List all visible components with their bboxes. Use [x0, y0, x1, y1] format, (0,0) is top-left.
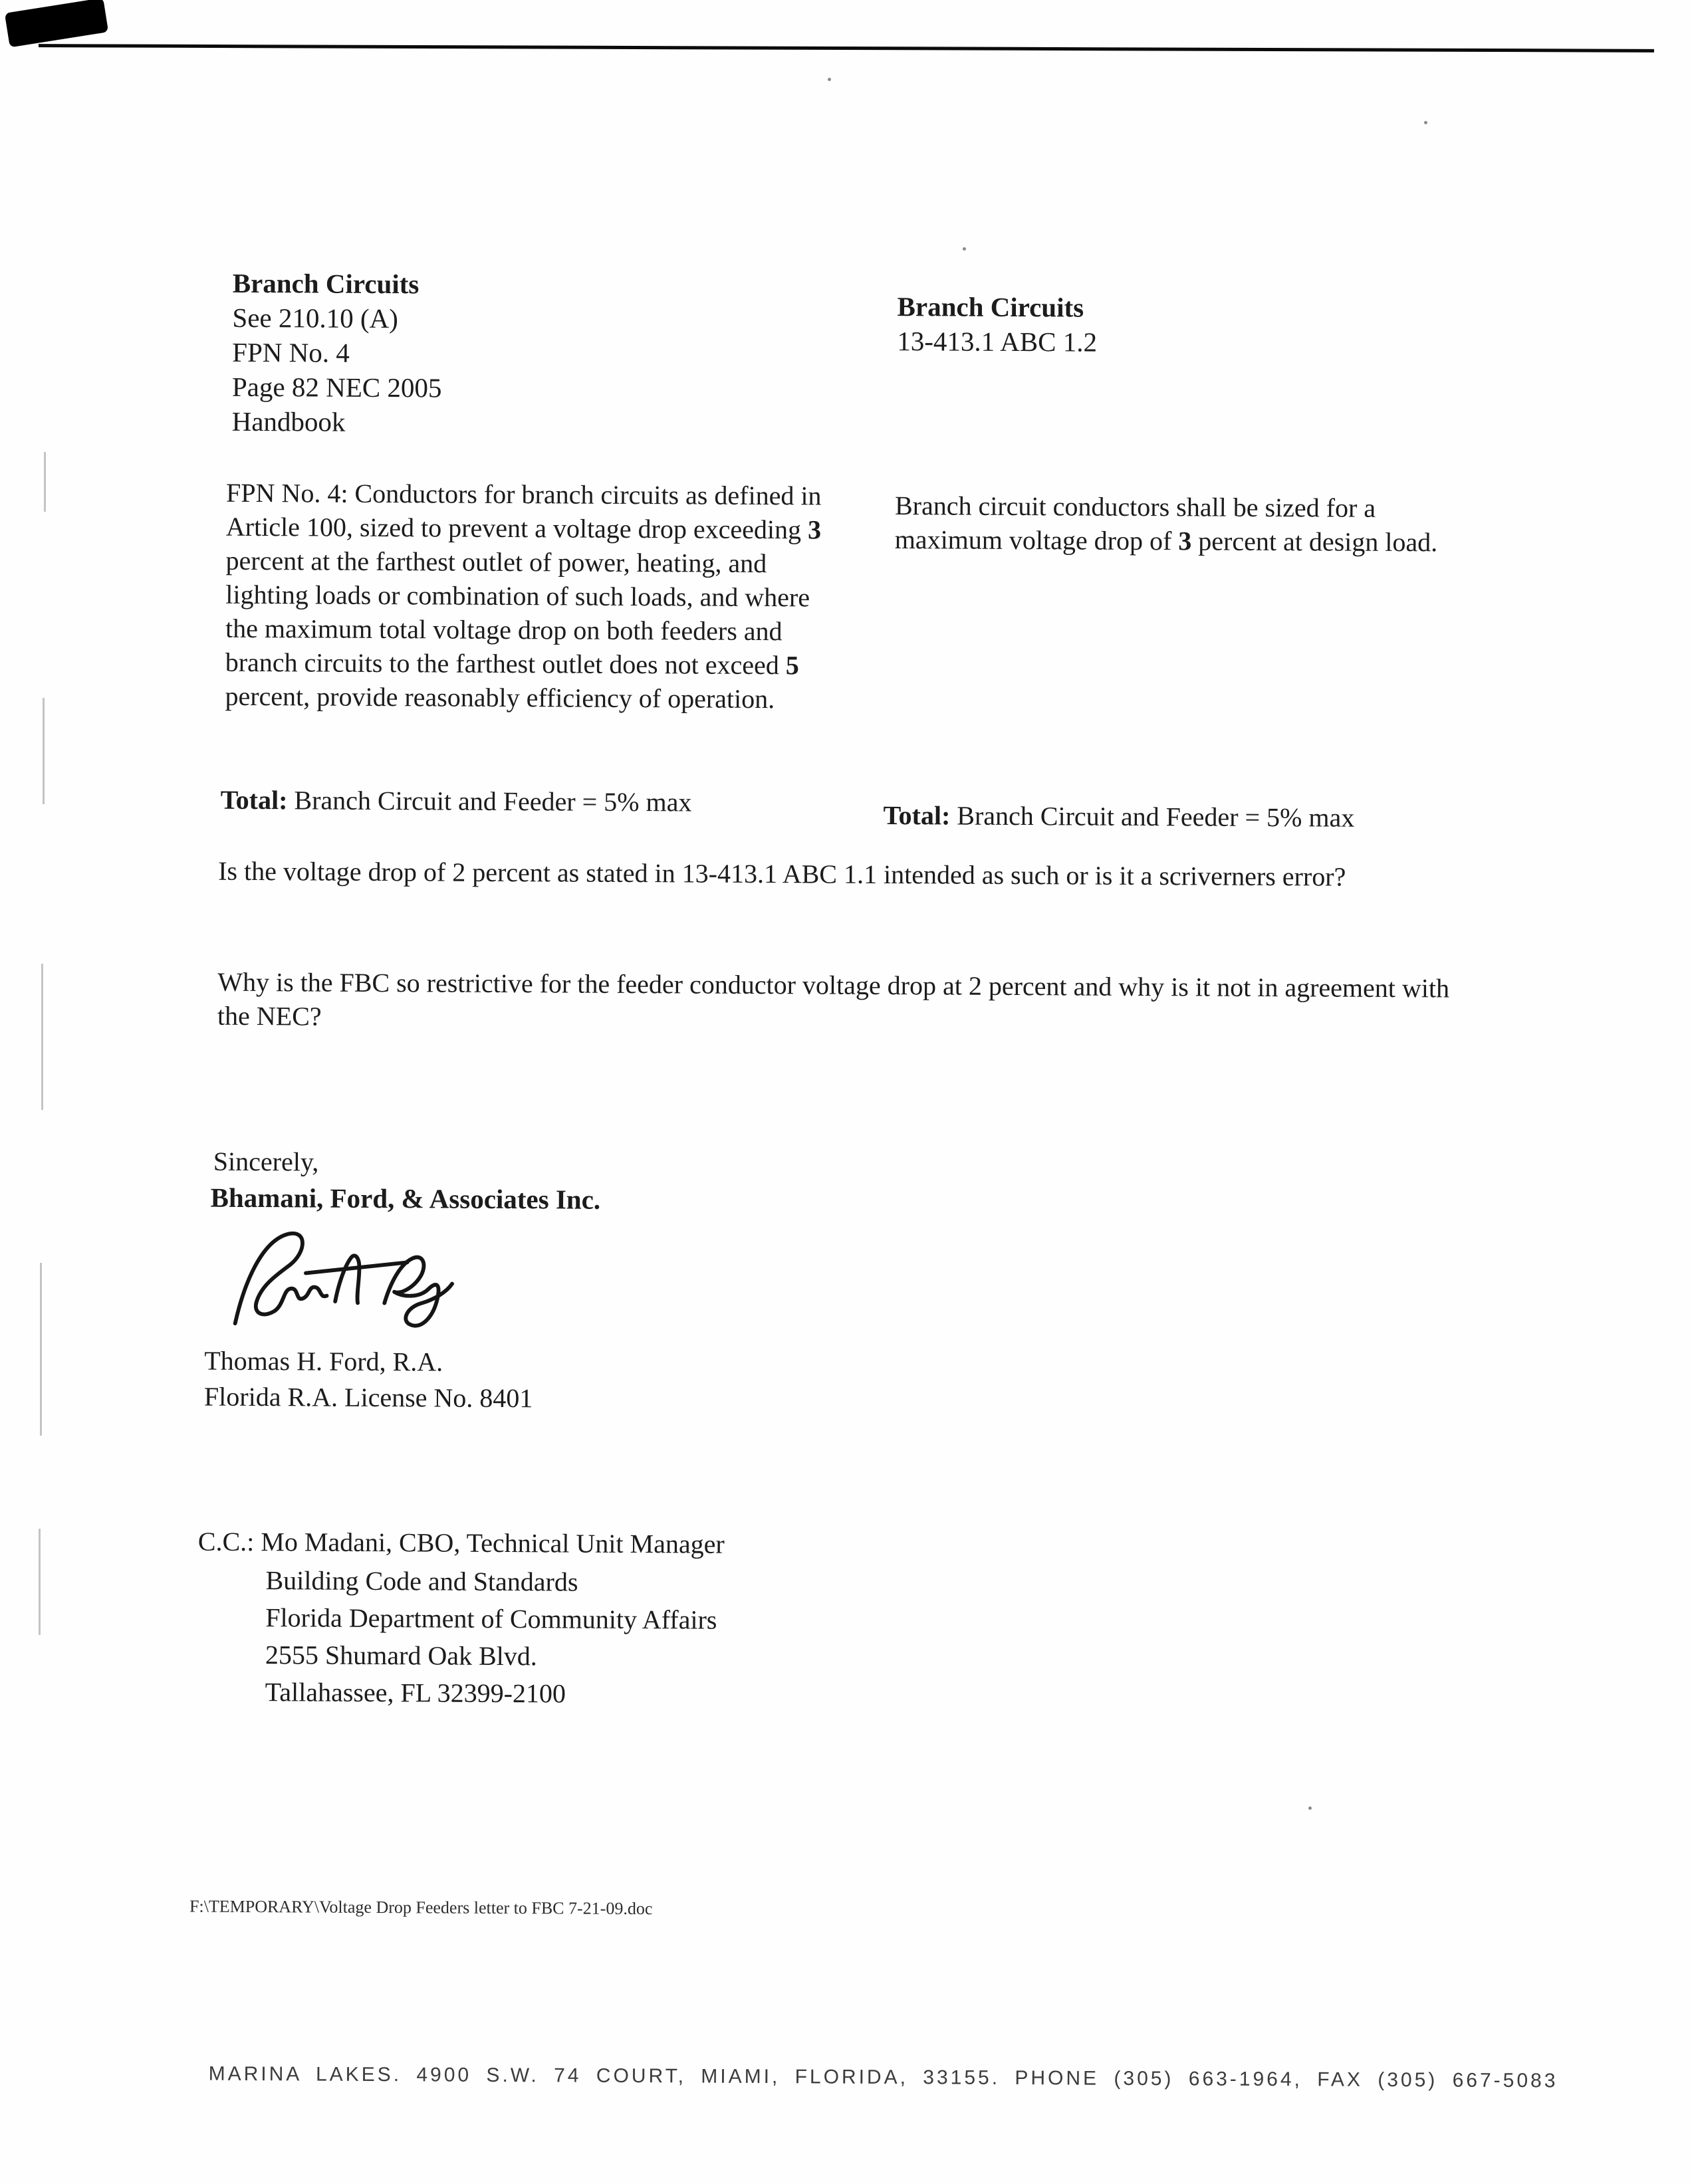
cc-address-block [265, 1562, 717, 1713]
left-reference-block [232, 266, 443, 440]
cc-address-line: 2555 Shumard Oak Blvd. [265, 1640, 537, 1672]
signature-image [222, 1216, 462, 1341]
right-total-label: Total: [883, 800, 951, 831]
fpn-paragraph: FPN No. 4: Conductors for branch circuits as defined in Article 100, sized to prevent a voltage drop exceeding 3 percent at the farthest outlet of power, heating, and lighting loads or combination of such loads, and where the maximum total voltage drop on both feeders and branch circuits to the farthest outlet does not exceed 5 percent, provide reasonably efficiency of operation. [225, 477, 822, 714]
cc-address-line: Tallahassee, FL 32399-2100 [265, 1677, 566, 1709]
cc-first-line: C.C.: Mo Madani, CBO, Technical Unit Manager [197, 1526, 725, 1559]
signer-name: Thomas H. Ford, R.A. [204, 1345, 443, 1377]
left-reference-line: Handbook [231, 405, 346, 437]
signer-license: Florida R.A. License No. 8401 [203, 1381, 533, 1414]
question-voltage-drop: Is the voltage drop of 2 percent as stated in 13-413.1 ABC 1.1 intended as such or is it a scriverners error? [218, 855, 1346, 892]
company-name: Bhamani, Ford, & Associates Inc. [210, 1182, 601, 1215]
left-reference-line: Page 82 NEC 2005 [231, 371, 442, 403]
right-reference-heading: Branch Circuits [897, 291, 1084, 323]
letterhead-footer: MARINA LAKES. 4900 S.W. 74 COURT, MIAMI, FLORIDA, 33155. PHONE (305) 663-1964, FAX (305) 667-5083 [208, 2062, 1558, 2092]
cc-address-line: Building Code and Standards [265, 1565, 578, 1597]
left-total-line [221, 783, 692, 819]
right-total-line [883, 798, 1354, 835]
fbc-paragraph: Branch circuit conductors shall be sized for a maximum voltage drop of 3 percent at design load. [894, 491, 1438, 558]
left-reference-line: FPN No. 4 [232, 336, 350, 368]
file-reference: F:\TEMPORARY\Voltage Drop Feeders letter to FBC 7-21-09.doc [189, 1896, 653, 1919]
cc-address-line: Florida Department of Community Affairs [265, 1602, 717, 1635]
left-reference-line: See 210.10 (A) [232, 302, 398, 334]
question-fbc-restrictive: Why is the FBC so restrictive for the feeder conductor voltage drop at 2 percent and why is it not in agreement with the NEC? [217, 966, 1450, 1032]
closing-salutation: Sincerely, [213, 1146, 319, 1177]
right-reference-block [897, 289, 1097, 360]
right-reference-line: 13-413.1 ABC 1.2 [897, 326, 1098, 358]
left-total-label: Total: [220, 784, 288, 816]
right-total-text: Branch Circuit and Feeder = 5% max [950, 800, 1355, 833]
left-reference-heading: Branch Circuits [232, 267, 420, 300]
left-total-text: Branch Circuit and Feeder = 5% max [287, 785, 692, 818]
